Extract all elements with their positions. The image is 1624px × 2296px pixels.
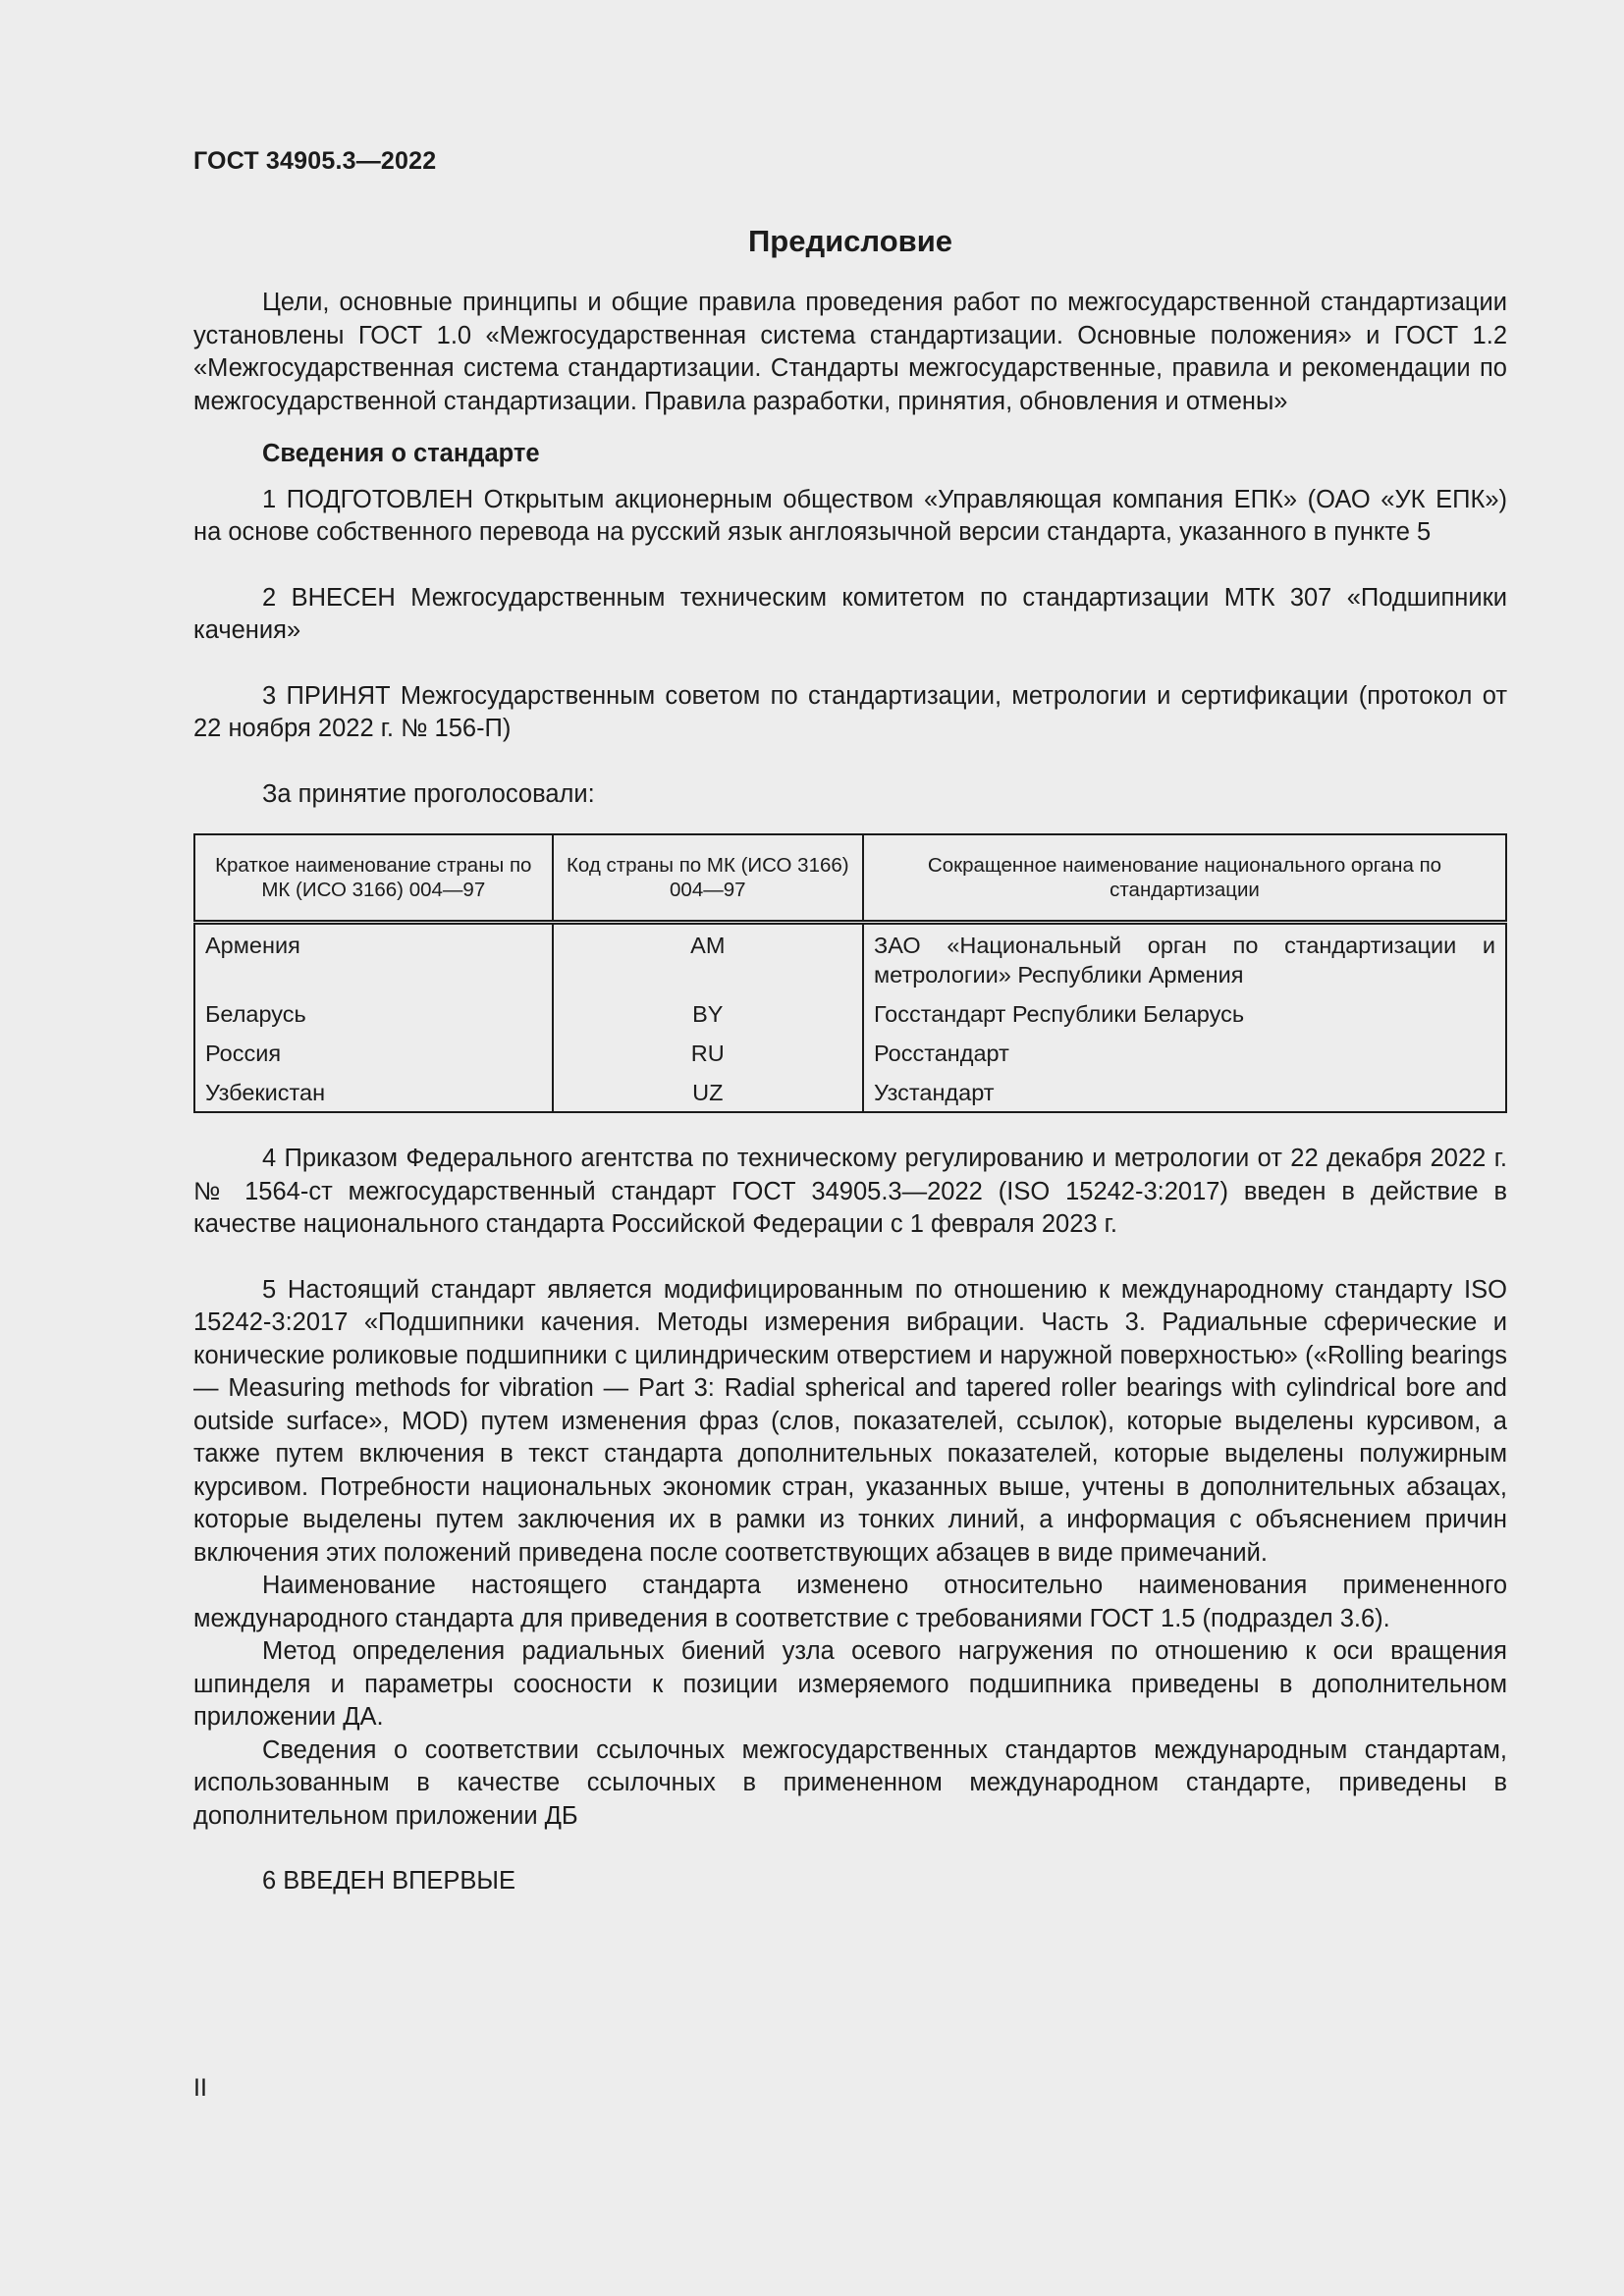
document-id-header: ГОСТ 34905.3—2022	[193, 147, 437, 175]
table-cell-body: Росстандарт	[874, 1041, 1009, 1066]
table-header-body: Сокращенное наименование национального органа по стандартизации	[863, 834, 1506, 923]
table-cell-country: Беларусь	[194, 989, 553, 1029]
table-cell-code: AM	[553, 923, 863, 990]
document-body	[193, 287, 1507, 1898]
voting-table	[193, 833, 1507, 1113]
table-cell-code: BY	[553, 989, 863, 1029]
item-1-paragraph: 1 ПОДГОТОВЛЕН Открытым акционерным обществом «Управляющая компания ЕПК» (ОАО «УК ЕПК») на основе собственного перевода на русский язык англоязычной версии стандарта, указанного в пункте 5	[193, 485, 1507, 546]
table-row	[194, 989, 1506, 1029]
item-6-paragraph: 6 ВВЕДЕН ВПЕРВЫЕ	[262, 1867, 516, 1895]
table-row	[194, 1029, 1506, 1068]
table-cell-country: Армения	[194, 923, 553, 990]
table-cell-code: RU	[553, 1029, 863, 1068]
page-title: Предисловие	[747, 224, 952, 258]
intro-paragraph: Цели, основные принципы и общие правила проведения работ по межгосударственной стандартизации установлены ГОСТ 1.0 «Межгосударственная система стандартизации. Основные положения» и ГОСТ 1.2 «Межгосударственная система стандартизации. Стандарты межгосударственные, правила и рекомендации по межгосударственной стандартизации. Правила разработки, принятия, обновления и отмены»	[193, 289, 1507, 415]
table-row	[194, 1068, 1506, 1112]
table-row	[194, 923, 1506, 990]
table-header-country: Краткое наименование страны по МК (ИСО 3166) 004—97	[194, 834, 553, 923]
voted-label: За принятие проголосовали:	[262, 779, 595, 808]
table-cell-country: Россия	[194, 1029, 553, 1068]
table-header-code: Код страны по МК (ИСО 3166) 004—97	[553, 834, 863, 923]
table-cell-code: UZ	[553, 1068, 863, 1112]
item-5-paragraph-4: Сведения о соответствии ссылочных межгосударственных стандартов международным стандартам, использованным в качестве ссылочных в примененном международном стандарте, приведены в дополнительном приложении ДБ	[193, 1735, 1507, 1830]
table-cell-body: Госстандарт Республики Беларусь	[874, 1001, 1245, 1027]
item-5-paragraph: 5 Настоящий стандарт является модифицированным по отношению к международному стандарту ISO 15242-3:2017 «Подшипники качения. Методы измерения вибрации. Часть 3. Радиальные сферические и конические роликовые подшипники с цилиндрическим отверстием и наружной поверхностью» («Rolling bearings — Measuring methods for vibration — Part 3: Radial spherical and tapered roller bearings with cylindrical bore and outside surface», MOD) путем изменения фраз (слов, показателей, ссылок), которые выделены курсивом, а также путем включения в текст стандарта дополнительных показателей, которые выделены полужирным курсивом. Потребности национальных экономик стран, указанных выше, учтены в дополнительных абзацах, которые выделены путем заключения их в рамки из тонких линий, а информация с объяснением причин включения этих положений приведена после соответствующих абзацев в виде примечаний.	[193, 1275, 1507, 1567]
table-header-row	[194, 834, 1506, 923]
item-4-paragraph: 4 Приказом Федерального агентства по техническому регулированию и метрологии от 22 декабря 2022 г. № 1564-ст межгосударственный стандарт ГОСТ 34905.3—2022 (ISO 15242-3:2017) введен в действие в качестве национального стандарта Российской Федерации с 1 февраля 2023 г.	[193, 1145, 1507, 1238]
item-3-paragraph: 3 ПРИНЯТ Межгосударственным советом по стандартизации, метрологии и сертификации (протокол от 22 ноября 2022 г. № 156-П)	[193, 681, 1507, 742]
item-5-paragraph-3: Метод определения радиальных биений узла осевого нагружения по отношению к оси вращения шпинделя и параметры соосности к позиции измеряемого подшипника приведены в дополнительном приложении ДА.	[193, 1637, 1507, 1731]
item-2-paragraph: 2 ВНЕСЕН Межгосударственным техническим комитетом по стандартизации МТК 307 «Подшипники качения»	[193, 583, 1507, 644]
item-5-paragraph-2: Наименование настоящего стандарта изменено относительно наименования примененного международного стандарта для приведения в соответствие с требованиями ГОСТ 1.5 (подраздел 3.6).	[193, 1572, 1507, 1632]
table-cell-body: ЗАО «Национальный орган по стандартизации и метрологии» Республики Армения	[874, 933, 1495, 988]
section-heading: Сведения о стандарте	[262, 440, 540, 467]
table-cell-body: Узстандарт	[874, 1080, 995, 1105]
table-cell-country: Узбекистан	[194, 1068, 553, 1112]
page-number: II	[193, 2074, 207, 2102]
